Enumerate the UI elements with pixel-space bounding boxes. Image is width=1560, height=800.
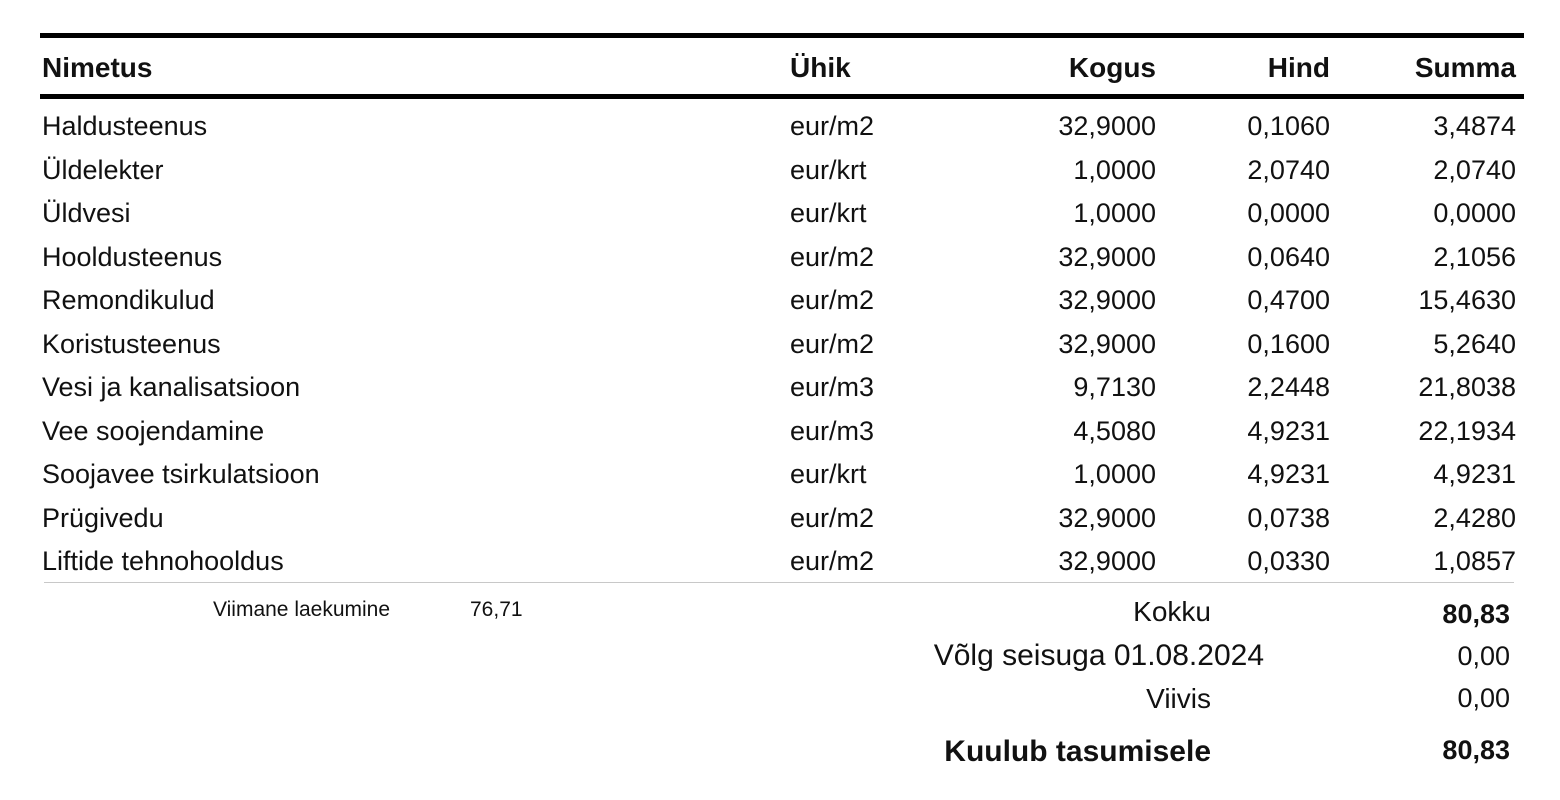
row-price: 2,0740 xyxy=(1247,154,1330,185)
table-top-rule xyxy=(40,33,1524,38)
header-name: Nimetus xyxy=(42,52,153,83)
table-bottom-rule xyxy=(44,582,1514,583)
row-sum: 4,9231 xyxy=(1433,459,1516,489)
row-price: 0,0640 xyxy=(1247,241,1330,272)
row-quantity: 1,0000 xyxy=(1073,198,1156,228)
header-quantity: Kogus xyxy=(1068,52,1156,83)
row-sum: 2,4280 xyxy=(1433,502,1516,533)
table-row xyxy=(0,195,1560,239)
row-price: 0,0330 xyxy=(1247,546,1330,576)
row-unit: eur/m3 xyxy=(790,372,875,402)
row-quantity: 32,9000 xyxy=(1058,328,1156,359)
row-name: Prügivedu xyxy=(42,502,164,533)
last-payment-value: 76,71 xyxy=(470,598,523,621)
penalty-value: 0,00 xyxy=(1457,683,1510,713)
row-price: 0,1600 xyxy=(1247,328,1330,359)
row-sum: 3,4874 xyxy=(1433,111,1516,141)
header-price: Hind xyxy=(1267,52,1330,83)
header-unit: Ühik xyxy=(790,52,851,83)
penalty-label: Viivis xyxy=(1146,683,1211,714)
total-label: Kokku xyxy=(1133,596,1211,627)
row-price: 0,1060 xyxy=(1247,111,1330,141)
row-name: Haldusteenus xyxy=(42,111,208,141)
row-name: Vesi ja kanalisatsioon xyxy=(42,372,301,402)
row-sum: 21,8038 xyxy=(1418,372,1516,402)
row-price: 0,4700 xyxy=(1247,285,1330,315)
row-name: Vee soojendamine xyxy=(42,415,265,446)
row-quantity: 32,9000 xyxy=(1058,241,1156,272)
header-sum: Summa xyxy=(1414,52,1516,83)
row-sum: 22,1934 xyxy=(1418,415,1516,446)
row-price: 2,2448 xyxy=(1247,372,1330,402)
amount-due-value: 80,83 xyxy=(1442,735,1510,765)
row-sum: 2,1056 xyxy=(1433,241,1516,272)
row-unit: eur/m2 xyxy=(790,328,875,359)
row-name: Liftide tehnohooldus xyxy=(42,546,284,576)
row-quantity: 1,0000 xyxy=(1073,459,1156,489)
row-sum: 5,2640 xyxy=(1433,328,1516,359)
row-unit: eur/krt xyxy=(790,198,867,228)
row-name: Soojavee tsirkulatsioon xyxy=(42,459,320,489)
row-name: Üldvesi xyxy=(42,198,131,228)
debt-label: Võlg seisuga 01.08.2024 xyxy=(933,639,1264,672)
row-quantity: 32,9000 xyxy=(1058,502,1156,533)
row-unit: eur/m3 xyxy=(790,415,875,446)
row-price: 0,0000 xyxy=(1247,198,1330,228)
table-row xyxy=(0,543,1560,587)
row-sum: 2,0740 xyxy=(1433,154,1516,185)
row-name: Remondikulud xyxy=(42,285,215,315)
table-body xyxy=(0,108,1560,587)
row-sum: 0,0000 xyxy=(1433,198,1516,228)
row-unit: eur/m2 xyxy=(790,111,875,141)
row-name: Üldelekter xyxy=(42,154,164,185)
row-name: Koristusteenus xyxy=(42,328,221,359)
row-sum: 1,0857 xyxy=(1433,546,1516,576)
row-sum: 15,4630 xyxy=(1418,285,1516,315)
table-row xyxy=(0,413,1560,457)
row-unit: eur/m2 xyxy=(790,546,875,576)
table-row xyxy=(0,108,1560,152)
table-row xyxy=(0,282,1560,326)
table-row xyxy=(0,456,1560,500)
last-payment-label: Viimane laekumine xyxy=(213,598,391,621)
row-quantity: 32,9000 xyxy=(1058,285,1156,315)
table-header xyxy=(0,50,1560,86)
debt-value: 0,00 xyxy=(1457,641,1510,671)
row-unit: eur/krt xyxy=(790,459,867,489)
table-row xyxy=(0,152,1560,196)
table-row xyxy=(0,500,1560,544)
row-name: Hooldusteenus xyxy=(42,241,223,272)
row-price: 4,9231 xyxy=(1247,415,1330,446)
row-quantity: 32,9000 xyxy=(1058,111,1156,141)
row-quantity: 32,9000 xyxy=(1058,546,1156,576)
row-unit: eur/krt xyxy=(790,154,867,185)
row-unit: eur/m2 xyxy=(790,285,875,315)
row-quantity: 1,0000 xyxy=(1073,154,1156,185)
table-header-rule xyxy=(40,94,1524,99)
table-row xyxy=(0,369,1560,413)
total-value: 80,83 xyxy=(1442,599,1510,629)
row-quantity: 9,7130 xyxy=(1073,372,1156,402)
table-row xyxy=(0,326,1560,370)
row-unit: eur/m2 xyxy=(790,502,875,533)
row-unit: eur/m2 xyxy=(790,241,875,272)
row-quantity: 4,5080 xyxy=(1073,415,1156,446)
row-price: 4,9231 xyxy=(1247,459,1330,489)
row-price: 0,0738 xyxy=(1247,502,1330,533)
amount-due-label: Kuulub tasumisele xyxy=(944,735,1211,768)
table-row xyxy=(0,239,1560,283)
